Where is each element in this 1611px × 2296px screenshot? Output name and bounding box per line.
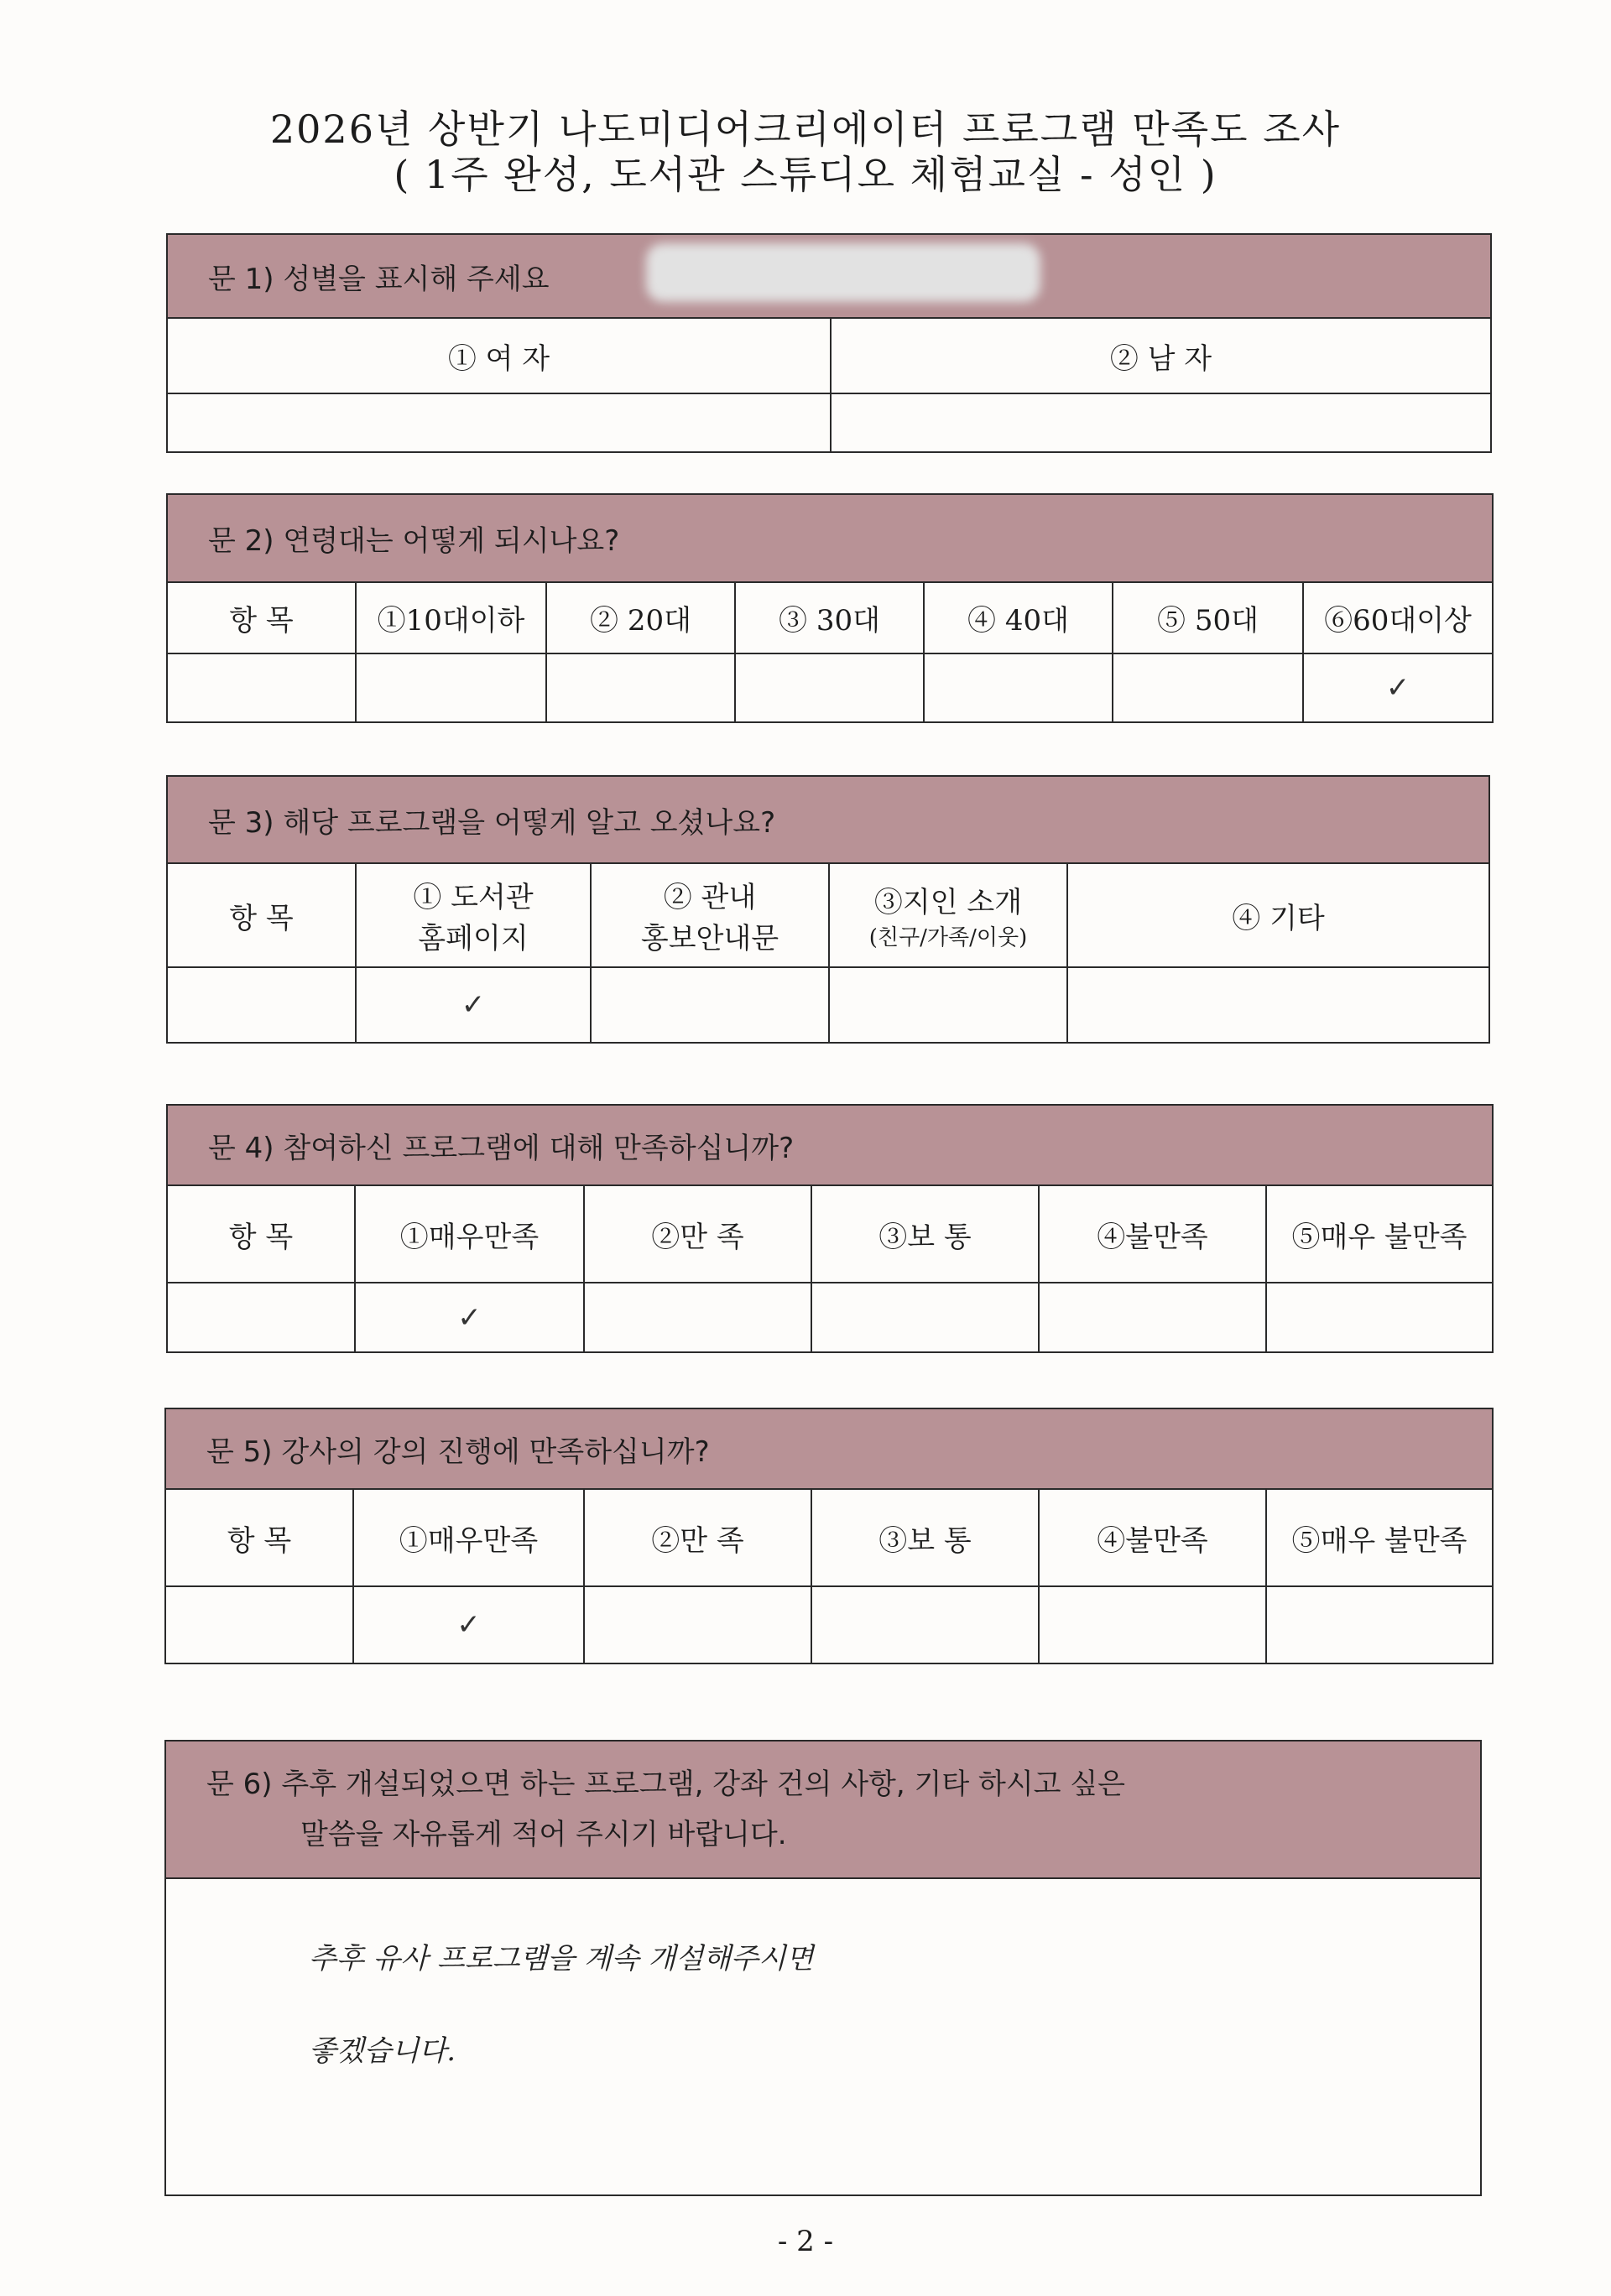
q3-option-other-line1: ④ 기타 bbox=[1232, 901, 1325, 935]
q5-item-label: 항 목 bbox=[165, 1489, 353, 1586]
q4-answer-cell[interactable] bbox=[811, 1283, 1039, 1352]
question-5-text: 문 5) 강사의 강의 진행에 만족하십니까? bbox=[165, 1408, 1493, 1489]
q3-option-flyer-line2: 홍보안내문 bbox=[640, 922, 779, 955]
question-3-table bbox=[166, 775, 1490, 1044]
q2-option-40s[interactable]: ④ 40대 bbox=[924, 582, 1113, 653]
survey-title: 2026년 상반기 나도미디어크리에이터 프로그램 만족도 조사 bbox=[269, 107, 1342, 152]
q2-answer-cell[interactable] bbox=[546, 653, 735, 722]
q6-answer-line2: 좋겠습니다. bbox=[309, 2034, 456, 2068]
q3-check-mark[interactable]: ✓ bbox=[356, 967, 591, 1043]
q3-option-flyer[interactable] bbox=[591, 863, 829, 967]
q3-option-homepage-line1: ① 도서관 bbox=[413, 881, 534, 914]
q2-check-mark[interactable]: ✓ bbox=[1303, 653, 1493, 722]
q4-item-label: 항 목 bbox=[167, 1185, 355, 1283]
q3-option-other[interactable] bbox=[1067, 863, 1489, 967]
question-1-text: 문 1) 성별을 표시해 주세요 bbox=[167, 234, 1491, 318]
q4-answer-cell[interactable] bbox=[1039, 1283, 1266, 1352]
question-5-table bbox=[164, 1408, 1494, 1664]
q5-answer-cell[interactable] bbox=[1039, 1586, 1266, 1663]
q4-option-neutral[interactable]: ③보 통 bbox=[811, 1185, 1039, 1283]
question-4-table bbox=[166, 1104, 1494, 1353]
q1-answer-cell-male[interactable] bbox=[831, 393, 1491, 452]
q3-answer-cell[interactable] bbox=[829, 967, 1067, 1043]
q5-option-neutral[interactable]: ③보 통 bbox=[811, 1489, 1039, 1586]
q5-answer-cell[interactable] bbox=[584, 1586, 811, 1663]
q3-option-referral-line2: (친구/가족/이웃) bbox=[868, 925, 1028, 950]
q4-option-very-dissatisfied[interactable]: ⑤매우 불만족 bbox=[1266, 1185, 1493, 1283]
q3-answer-cell[interactable] bbox=[1067, 967, 1489, 1043]
q6-answer-line1: 추후 유사 프로그램을 계속 개설해주시면 bbox=[309, 1942, 814, 1976]
question-2-table bbox=[166, 493, 1494, 723]
q2-option-20s[interactable]: ② 20대 bbox=[546, 582, 735, 653]
q4-answer-cell[interactable] bbox=[584, 1283, 811, 1352]
q4-option-very-satisfied[interactable]: ①매우만족 bbox=[355, 1185, 584, 1283]
q3-option-referral[interactable] bbox=[829, 863, 1067, 967]
question-4-text: 문 4) 참여하신 프로그램에 대해 만족하십니까? bbox=[167, 1105, 1493, 1185]
q2-answer-cell[interactable] bbox=[356, 653, 546, 722]
q5-answer-cell[interactable] bbox=[811, 1586, 1039, 1663]
q5-answer-cell[interactable] bbox=[1266, 1586, 1493, 1663]
question-6-text-line1: 문 6) 추후 개설되었으면 하는 프로그램, 강좌 건의 사항, 기타 하시고 싶은 bbox=[206, 1768, 1126, 1801]
q5-check-mark[interactable]: ✓ bbox=[353, 1586, 584, 1663]
q2-item-label: 항 목 bbox=[167, 582, 356, 653]
q1-option-male[interactable]: ② 남 자 bbox=[831, 318, 1491, 393]
question-6-text bbox=[165, 1741, 1481, 1878]
q2-answer-cell[interactable] bbox=[1113, 653, 1303, 722]
q2-answer-blank bbox=[167, 653, 356, 722]
redacted-area bbox=[646, 243, 1040, 302]
survey-subtitle: ( 1주 완성, 도서관 스튜디오 체험교실 - 성인 ) bbox=[394, 152, 1217, 197]
q5-option-very-satisfied[interactable]: ①매우만족 bbox=[353, 1489, 584, 1586]
q4-option-satisfied[interactable]: ②만 족 bbox=[584, 1185, 811, 1283]
q2-option-10s[interactable]: ①10대이하 bbox=[356, 582, 546, 653]
question-2-text: 문 2) 연령대는 어떻게 되시나요? bbox=[167, 494, 1493, 582]
q5-option-very-dissatisfied[interactable]: ⑤매우 불만족 bbox=[1266, 1489, 1493, 1586]
question-6-table bbox=[164, 1740, 1482, 2196]
q3-option-homepage[interactable] bbox=[356, 863, 591, 967]
q2-option-30s[interactable]: ③ 30대 bbox=[735, 582, 924, 653]
q1-option-female[interactable]: ① 여 자 bbox=[167, 318, 831, 393]
q2-option-60s[interactable]: ⑥60대이상 bbox=[1303, 582, 1493, 653]
q5-option-satisfied[interactable]: ②만 족 bbox=[584, 1489, 811, 1586]
q3-option-referral-line1: ③지인 소개 bbox=[873, 886, 1023, 919]
question-3-text: 문 3) 해당 프로그램을 어떻게 알고 오셨나요? bbox=[167, 776, 1489, 863]
q3-answer-blank bbox=[167, 967, 356, 1043]
q4-answer-blank bbox=[167, 1283, 355, 1352]
question-6-text-line2: 말씀을 자유롭게 적어 주시기 바랍니다. bbox=[300, 1818, 787, 1851]
q4-option-dissatisfied[interactable]: ④불만족 bbox=[1039, 1185, 1266, 1283]
page-number: - 2 - bbox=[777, 2225, 834, 2258]
q2-option-50s[interactable]: ⑤ 50대 bbox=[1113, 582, 1303, 653]
q1-answer-cell-female[interactable] bbox=[167, 393, 831, 452]
q5-answer-blank bbox=[165, 1586, 353, 1663]
q2-answer-cell[interactable] bbox=[735, 653, 924, 722]
q4-check-mark[interactable]: ✓ bbox=[355, 1283, 584, 1352]
q2-answer-cell[interactable] bbox=[924, 653, 1113, 722]
q5-option-dissatisfied[interactable]: ④불만족 bbox=[1039, 1489, 1266, 1586]
q3-answer-cell[interactable] bbox=[591, 967, 829, 1043]
q3-option-homepage-line2: 홈페이지 bbox=[418, 922, 529, 955]
q3-option-flyer-line1: ② 관내 bbox=[663, 881, 757, 914]
q4-answer-cell[interactable] bbox=[1266, 1283, 1493, 1352]
q3-item-label: 항 목 bbox=[167, 863, 356, 967]
q6-free-text-answer[interactable] bbox=[165, 1878, 1481, 2195]
